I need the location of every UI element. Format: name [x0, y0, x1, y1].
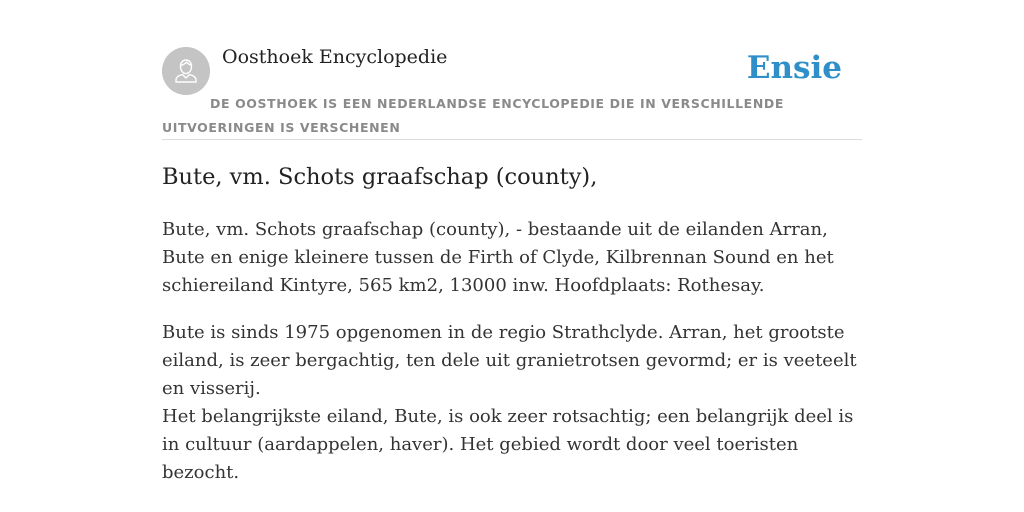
user-avatar-icon[interactable] — [162, 47, 210, 95]
brand-logo-link[interactable]: Ensie — [746, 50, 842, 86]
entry-paragraph-2: Bute is sinds 1975 opgenomen in de regio Strathclyde. Arran, het grootste eiland, is zeer bergachtig, ten dele uit granietrotsen gevormd; er is veeteelt en visserij. — [162, 322, 857, 399]
site-tagline: DE OOSTHOEK IS EEN NEDERLANDSE ENCYCLOPEDIE DIE IN VERSCHILLENDE UITVOERINGEN IS VERSCHENEN — [162, 96, 784, 135]
entry-title: Bute, vm. Schots graafschap (county), — [162, 164, 598, 190]
page-header — [162, 0, 862, 140]
entry-paragraph-1: Bute, vm. Schots graafschap (county), - bestaande uit de eilanden Arran, Bute en enige kleinere tussen de Firth of Clyde, Kilbrennan Sound en het schiereiland Kintyre, 565 km2, 13000 inw. Hoofdplaats: Rothesay. — [162, 219, 834, 296]
site-title-link[interactable]: Oosthoek Encyclopedie — [222, 46, 448, 68]
entry-paragraph-3: Het belangrijkste eiland, Bute, is ook zeer rotsachtig; een belangrijk deel is in cultuur (aardappelen, haver). Het gebied wordt door veel toeristen bezocht. — [162, 406, 854, 483]
page-container — [162, 0, 862, 512]
